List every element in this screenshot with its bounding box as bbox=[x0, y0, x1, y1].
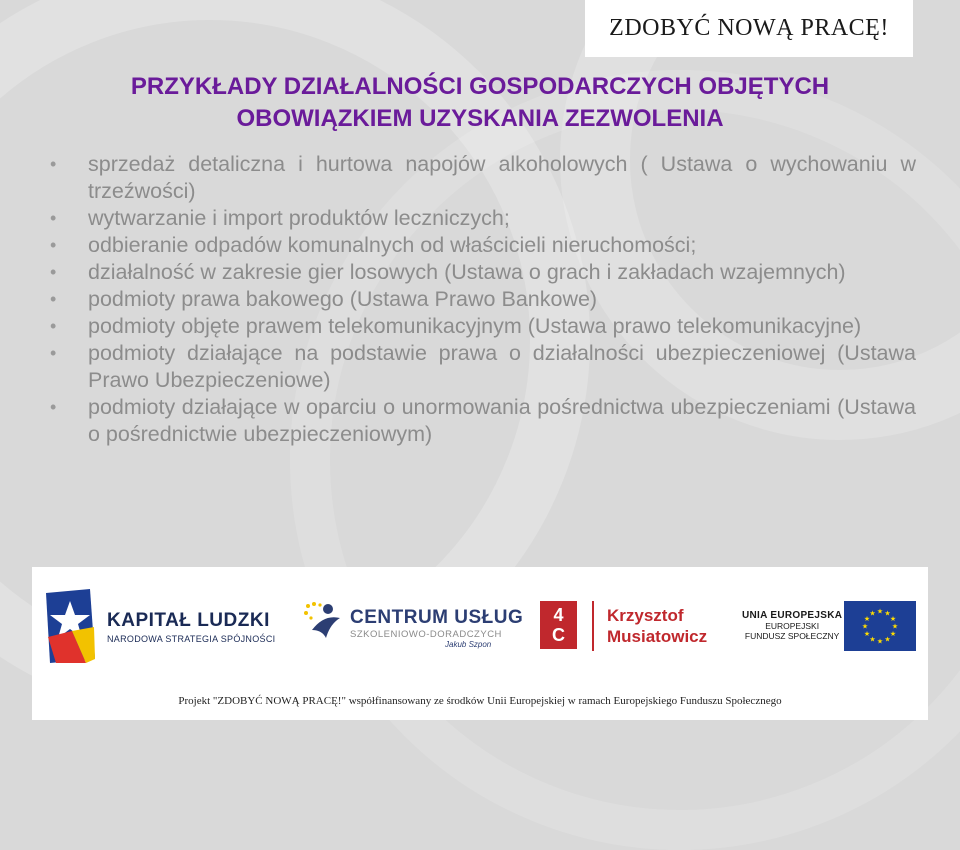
activity-list bbox=[48, 151, 916, 448]
km-line1: Krzysztof bbox=[607, 606, 684, 625]
eu-line1: UNIA EUROPEJSKA bbox=[742, 610, 843, 621]
slide-title-line1: PRZYKŁADY DZIAŁALNOŚCI GOSPODARCZYCH OBJĘTYCH bbox=[130, 73, 830, 100]
km-mark-top: 4 bbox=[553, 605, 564, 625]
eu-star-icon: ★ bbox=[876, 638, 884, 646]
brand-banner bbox=[585, 0, 913, 57]
km-logo bbox=[607, 605, 707, 647]
eu-star-icon: ★ bbox=[876, 608, 884, 616]
eu-star-icon: ★ bbox=[863, 616, 871, 623]
list-item: • działalność w zakresie gier losowych (Ustawa o grach i zakładach wzajemnych) bbox=[48, 259, 916, 286]
brand-text: ZDOBYĆ NOWĄ PRACĘ! bbox=[609, 15, 889, 41]
eu-star-icon: ★ bbox=[869, 610, 876, 618]
kapital-ludzki-title: KAPITAŁ LUDZKI bbox=[107, 610, 270, 631]
eu-line3: FUNDUSZ SPOŁECZNY bbox=[744, 631, 840, 641]
eu-star-icon: ★ bbox=[891, 623, 899, 631]
eu-star-icon: ★ bbox=[863, 631, 871, 638]
project-note: Projekt "ZDOBYĆ NOWĄ PRACĘ!" współfinansowany ze środków Unii Europejskiej w ramach Europejskiego Funduszu Społecznego bbox=[178, 695, 782, 707]
km-line2: Musiatowicz bbox=[607, 627, 708, 646]
list-item: • wytwarzanie i import produktów leczniczych; bbox=[48, 205, 916, 232]
list-item: • podmioty działające w oparciu o unormowania pośrednictwa ubezpieczeniami (Ustawa o pośrednictwie ubezpieczeniowym) bbox=[48, 394, 916, 448]
centrum-uslug-figure-icon bbox=[302, 600, 344, 640]
kapital-ludzki-logo bbox=[107, 610, 275, 644]
sponsor-footer bbox=[32, 567, 928, 720]
km-mark-icon bbox=[540, 601, 577, 649]
kapital-ludzki-subtitle: NARODOWA STRATEGIA SPÓJNOŚCI bbox=[107, 634, 276, 644]
eu-star-icon: ★ bbox=[889, 631, 897, 638]
eu-logo-text bbox=[742, 610, 842, 641]
centrum-uslug-author: Jakub Szpon bbox=[445, 640, 492, 649]
eu-star-icon: ★ bbox=[884, 610, 891, 618]
eu-flag-icon bbox=[844, 601, 916, 651]
centrum-uslug-title: CENTRUM USŁUG bbox=[350, 607, 524, 628]
list-item: • podmioty działające na podstawie prawa o działalności ubezpieczeniowej (Ustawa Prawo Ubezpieczeniowe) bbox=[48, 340, 916, 394]
eu-star-icon: ★ bbox=[869, 636, 876, 644]
centrum-uslug-logo bbox=[350, 607, 523, 649]
list-item: • sprzedaż detaliczna i hurtowa napojów alkoholowych ( Ustawa o wychowaniu w trzeźwości) bbox=[48, 151, 916, 205]
slide-title-line2: OBOWIĄZKIEM UZYSKANIA ZEZWOLENIA bbox=[236, 105, 724, 132]
kapital-ludzki-star-icon bbox=[42, 587, 97, 665]
eu-star-icon: ★ bbox=[884, 636, 891, 644]
eu-line2: EUROPEJSKI bbox=[765, 621, 820, 631]
list-item: • odbieranie odpadów komunalnych od właścicieli nieruchomości; bbox=[48, 232, 916, 259]
centrum-uslug-subtitle: SZKOLENIOWO-DORADCZYCH bbox=[350, 629, 502, 640]
eu-star-icon: ★ bbox=[889, 616, 897, 623]
km-divider bbox=[592, 601, 594, 651]
slide-title bbox=[30, 71, 930, 135]
list-item: • podmioty objęte prawem telekomunikacyjnym (Ustawa prawo telekomunikacyjne) bbox=[48, 313, 916, 340]
km-mark-bottom: C bbox=[552, 625, 565, 645]
eu-star-icon: ★ bbox=[861, 623, 869, 631]
list-item: • podmioty prawa bakowego (Ustawa Prawo Bankowe) bbox=[48, 286, 916, 313]
